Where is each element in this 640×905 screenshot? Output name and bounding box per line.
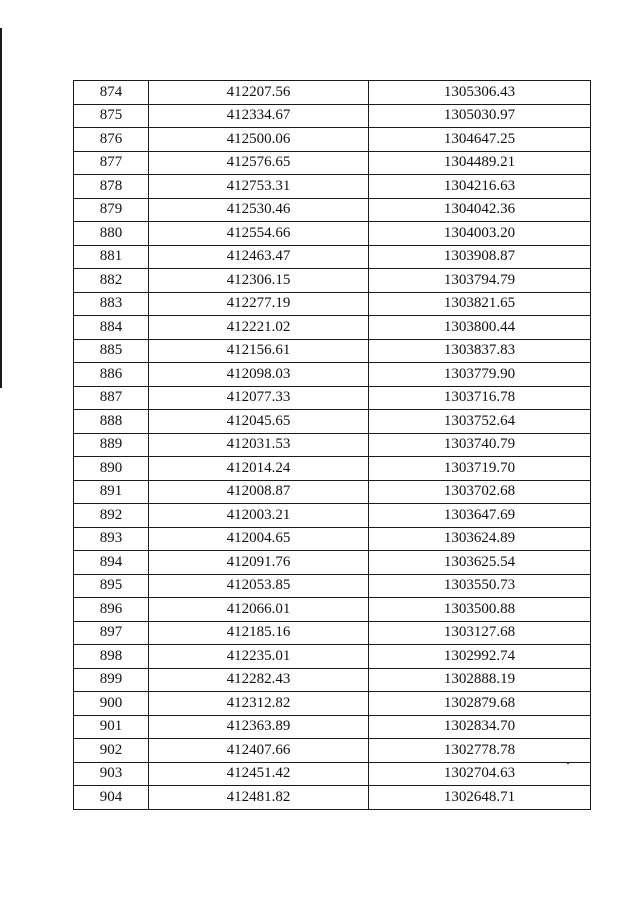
table-row (74, 457, 591, 481)
table-row (74, 433, 591, 457)
x-coordinate-cell: 412282.43 (149, 668, 369, 692)
y-coordinate-cell: 1303702.68 (369, 480, 591, 504)
point-number-cell: 894 (74, 551, 149, 575)
coordinate-table-body (74, 81, 591, 810)
point-number-cell: 901 (74, 715, 149, 739)
table-row (74, 480, 591, 504)
y-coordinate-cell: 1303821.65 (369, 292, 591, 316)
point-number-cell: 892 (74, 504, 149, 528)
y-coordinate-cell: 1302834.70 (369, 715, 591, 739)
y-coordinate-cell: 1304489.21 (369, 151, 591, 175)
point-number-cell: 874 (74, 81, 149, 105)
y-coordinate-cell: 1302992.74 (369, 645, 591, 669)
table-row (74, 715, 591, 739)
y-coordinate-cell: 1303837.83 (369, 339, 591, 363)
point-number-cell: 897 (74, 621, 149, 645)
x-coordinate-cell: 412306.15 (149, 269, 369, 293)
x-coordinate-cell: 412334.67 (149, 104, 369, 128)
y-coordinate-cell: 1303779.90 (369, 363, 591, 387)
coordinate-table (73, 80, 591, 810)
x-coordinate-cell: 412014.24 (149, 457, 369, 481)
y-coordinate-cell: 1303716.78 (369, 386, 591, 410)
point-number-cell: 903 (74, 762, 149, 786)
x-coordinate-cell: 412363.89 (149, 715, 369, 739)
point-number-cell: 895 (74, 574, 149, 598)
table-row (74, 81, 591, 105)
point-number-cell: 883 (74, 292, 149, 316)
table-row (74, 668, 591, 692)
table-row (74, 151, 591, 175)
y-coordinate-cell: 1303550.73 (369, 574, 591, 598)
y-coordinate-cell: 1304042.36 (369, 198, 591, 222)
point-number-cell: 881 (74, 245, 149, 269)
table-row (74, 175, 591, 199)
table-row (74, 104, 591, 128)
x-coordinate-cell: 412554.66 (149, 222, 369, 246)
x-coordinate-cell: 412451.42 (149, 762, 369, 786)
x-coordinate-cell: 412500.06 (149, 128, 369, 152)
point-number-cell: 880 (74, 222, 149, 246)
x-coordinate-cell: 412185.16 (149, 621, 369, 645)
table-row (74, 504, 591, 528)
y-coordinate-cell: 1304003.20 (369, 222, 591, 246)
point-number-cell: 900 (74, 692, 149, 716)
table-row (74, 527, 591, 551)
y-coordinate-cell: 1303794.79 (369, 269, 591, 293)
table-row (74, 269, 591, 293)
x-coordinate-cell: 412156.61 (149, 339, 369, 363)
table-row (74, 739, 591, 763)
y-coordinate-cell: 1303719.70 (369, 457, 591, 481)
table-row (74, 245, 591, 269)
table-row (74, 598, 591, 622)
table-row (74, 621, 591, 645)
y-coordinate-cell: 1303625.54 (369, 551, 591, 575)
x-coordinate-cell: 412004.65 (149, 527, 369, 551)
table-row (74, 762, 591, 786)
point-number-cell: 882 (74, 269, 149, 293)
y-coordinate-cell: 1303800.44 (369, 316, 591, 340)
x-coordinate-cell: 412003.21 (149, 504, 369, 528)
x-coordinate-cell: 412008.87 (149, 480, 369, 504)
x-coordinate-cell: 412053.85 (149, 574, 369, 598)
point-number-cell: 875 (74, 104, 149, 128)
y-coordinate-cell: 1305030.97 (369, 104, 591, 128)
x-coordinate-cell: 412077.33 (149, 386, 369, 410)
point-number-cell: 902 (74, 739, 149, 763)
point-number-cell: 893 (74, 527, 149, 551)
x-coordinate-cell: 412207.56 (149, 81, 369, 105)
x-coordinate-cell: 412235.01 (149, 645, 369, 669)
x-coordinate-cell: 412576.65 (149, 151, 369, 175)
x-coordinate-cell: 412407.66 (149, 739, 369, 763)
table-row (74, 410, 591, 434)
y-coordinate-cell: 1303752.64 (369, 410, 591, 434)
point-number-cell: 879 (74, 198, 149, 222)
point-number-cell: 886 (74, 363, 149, 387)
point-number-cell: 884 (74, 316, 149, 340)
table-row (74, 292, 591, 316)
point-number-cell: 904 (74, 786, 149, 810)
y-coordinate-cell: 1303127.68 (369, 621, 591, 645)
y-coordinate-cell: 1302704.63 (369, 762, 591, 786)
y-coordinate-cell: 1303740.79 (369, 433, 591, 457)
table-row (74, 786, 591, 810)
point-number-cell: 888 (74, 410, 149, 434)
x-coordinate-cell: 412463.47 (149, 245, 369, 269)
y-coordinate-cell: 1303647.69 (369, 504, 591, 528)
y-coordinate-cell: 1304216.63 (369, 175, 591, 199)
table-row (74, 222, 591, 246)
y-coordinate-cell: 1302778.78 (369, 739, 591, 763)
table-row (74, 574, 591, 598)
point-number-cell: 877 (74, 151, 149, 175)
x-coordinate-cell: 412481.82 (149, 786, 369, 810)
y-coordinate-cell: 1303624.89 (369, 527, 591, 551)
y-coordinate-cell: 1303908.87 (369, 245, 591, 269)
point-number-cell: 885 (74, 339, 149, 363)
x-coordinate-cell: 412530.46 (149, 198, 369, 222)
page-edge-mark (0, 28, 2, 388)
point-number-cell: 878 (74, 175, 149, 199)
x-coordinate-cell: 412277.19 (149, 292, 369, 316)
y-coordinate-cell: 1302879.68 (369, 692, 591, 716)
table-row (74, 386, 591, 410)
point-number-cell: 898 (74, 645, 149, 669)
table-row (74, 551, 591, 575)
y-coordinate-cell: 1304647.25 (369, 128, 591, 152)
x-coordinate-cell: 412753.31 (149, 175, 369, 199)
point-number-cell: 890 (74, 457, 149, 481)
x-coordinate-cell: 412066.01 (149, 598, 369, 622)
x-coordinate-cell: 412221.02 (149, 316, 369, 340)
y-coordinate-cell: 1302888.19 (369, 668, 591, 692)
table-row (74, 363, 591, 387)
point-number-cell: 899 (74, 668, 149, 692)
x-coordinate-cell: 412312.82 (149, 692, 369, 716)
x-coordinate-cell: 412031.53 (149, 433, 369, 457)
point-number-cell: 889 (74, 433, 149, 457)
y-coordinate-cell: 1303500.88 (369, 598, 591, 622)
point-number-cell: 876 (74, 128, 149, 152)
point-number-cell: 887 (74, 386, 149, 410)
x-coordinate-cell: 412045.65 (149, 410, 369, 434)
table-row (74, 339, 591, 363)
table-row (74, 316, 591, 340)
x-coordinate-cell: 412091.76 (149, 551, 369, 575)
x-coordinate-cell: 412098.03 (149, 363, 369, 387)
table-row (74, 692, 591, 716)
table-row (74, 198, 591, 222)
table-row (74, 645, 591, 669)
table-row (74, 128, 591, 152)
point-number-cell: 896 (74, 598, 149, 622)
y-coordinate-cell: 1305306.43 (369, 81, 591, 105)
y-coordinate-cell: 1302648.71 (369, 786, 591, 810)
point-number-cell: 891 (74, 480, 149, 504)
